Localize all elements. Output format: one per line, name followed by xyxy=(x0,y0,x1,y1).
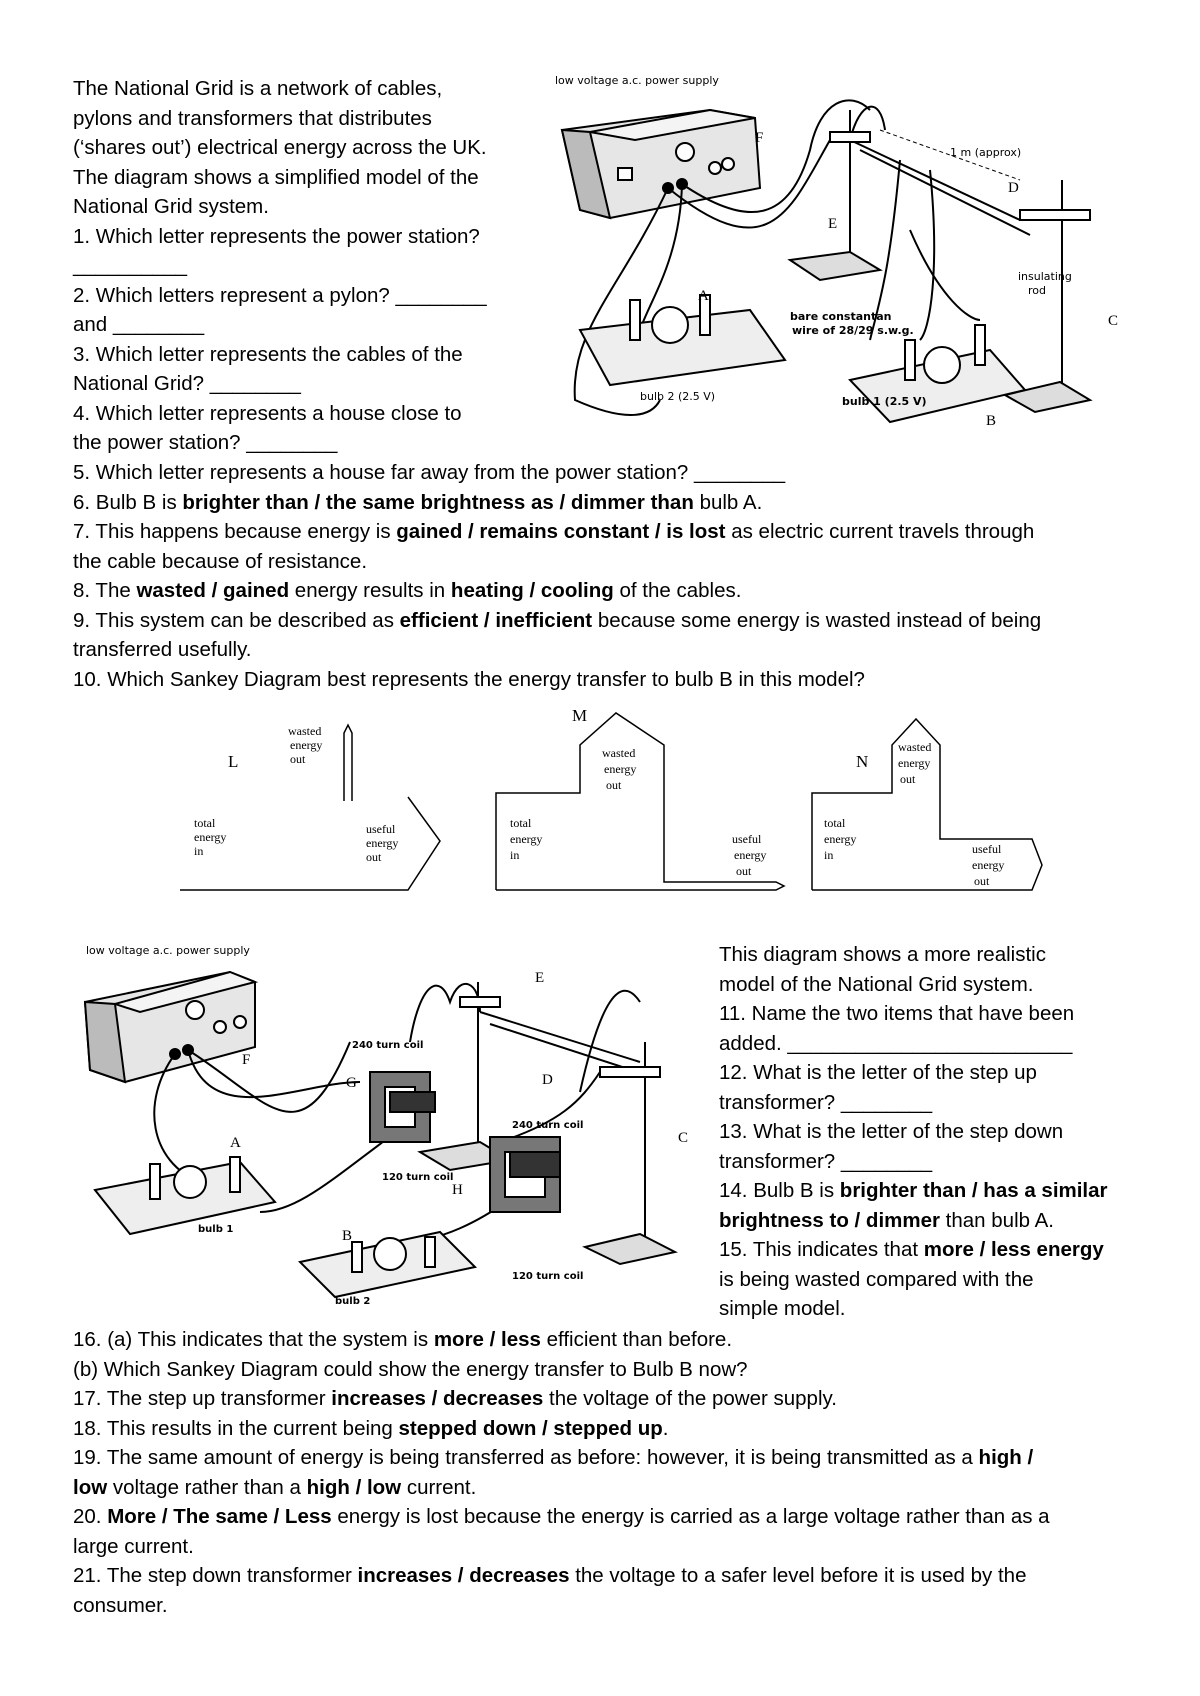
sankey-label-M: M xyxy=(572,706,588,725)
coil-120-b: 120 turn coil xyxy=(512,1271,584,1282)
svg-text:energy: energy xyxy=(824,832,857,846)
question-20: 20. More / The same / Less energy is lost because the energy is carried as a large voltage rather than as a xyxy=(73,1505,1050,1528)
question-1: 1. Which letter represents the power station? xyxy=(73,224,480,248)
label-C: C xyxy=(1108,313,1119,329)
power-supply-2 xyxy=(85,972,255,1082)
questions-5-10 xyxy=(73,458,1041,694)
question-2-cont: and ________ xyxy=(73,313,205,336)
option-q6[interactable]: brighter than / the same brightness as / dimmer than xyxy=(182,490,694,514)
bulb1-label-2: bulb 1 xyxy=(198,1224,234,1235)
label2-F: F xyxy=(242,1052,251,1068)
svg-text:total: total xyxy=(510,816,532,830)
svg-text:out: out xyxy=(606,778,622,792)
diagram2-title: low voltage a.c. power supply xyxy=(86,944,250,957)
intro-line: National Grid system. xyxy=(73,195,269,218)
svg-text:energy: energy xyxy=(366,836,399,850)
questions-16-21 xyxy=(73,1325,1050,1620)
question-14-cont: brightness to / dimmer than bulb A. xyxy=(719,1208,1054,1232)
label2-C: C xyxy=(678,1130,689,1146)
svg-text:energy: energy xyxy=(290,738,323,752)
insulating-label-2: rod xyxy=(1028,284,1046,297)
sankey-L xyxy=(180,724,440,890)
svg-text:in: in xyxy=(194,844,204,858)
option-q15[interactable]: more / less energy xyxy=(923,1238,1104,1261)
svg-text:energy: energy xyxy=(972,858,1005,872)
option-q21[interactable]: increases / decreases xyxy=(357,1564,570,1587)
svg-text:out: out xyxy=(900,772,916,786)
svg-text:in: in xyxy=(510,848,520,862)
svg-text:out: out xyxy=(736,864,752,878)
question-19-cont: low voltage rather than a high / low current. xyxy=(73,1475,477,1499)
bulb2-label: bulb 2 (2.5 V) xyxy=(640,390,716,403)
question-11: 11. Name the two items that have been xyxy=(719,1002,1075,1025)
right-column-text xyxy=(719,940,1108,1324)
bulb1-label: bulb 1 (2.5 V) xyxy=(842,395,927,408)
sankey-label-N: N xyxy=(856,752,869,771)
question-15: 15. This indicates that more / less energy xyxy=(719,1238,1104,1261)
svg-text:useful: useful xyxy=(972,842,1002,856)
question-17: 17. The step up transformer increases / decreases the voltage of the power supply. xyxy=(73,1387,837,1410)
question-16b: (b) Which Sankey Diagram could show the energy transfer to Bulb B now? xyxy=(73,1357,748,1381)
option-q17[interactable]: increases / decreases xyxy=(331,1387,544,1410)
svg-text:out: out xyxy=(290,752,306,766)
option-q14b[interactable]: brightness to / dimmer xyxy=(719,1208,940,1232)
label2-H: H xyxy=(452,1182,463,1198)
option-q7[interactable]: gained / remains constant / is lost xyxy=(396,520,726,543)
label-F: F xyxy=(755,130,764,146)
question-16a: 16. (a) This indicates that the system is more / less efficient than before. xyxy=(73,1328,733,1351)
question-2: 2. Which letters represent a pylon? ________ xyxy=(73,283,487,307)
question-8: 8. The wasted / gained energy results in heating / cooling of the cables. xyxy=(73,579,742,602)
coil-120-a: 120 turn coil xyxy=(382,1172,454,1183)
option-q20[interactable]: More / The same / Less xyxy=(107,1505,332,1528)
sankey-N xyxy=(812,719,1042,890)
option-q8a[interactable]: wasted / gained xyxy=(136,579,290,602)
question-9: 9. This system can be described as efficient / inefficient because some energy is wasted instead of being xyxy=(73,608,1042,632)
question-15-cont: is being wasted compared with the xyxy=(719,1267,1034,1291)
svg-text:wasted: wasted xyxy=(602,746,636,760)
right-line: model of the National Grid system. xyxy=(719,972,1034,996)
question-4: 4. Which letter represents a house close to xyxy=(73,401,462,425)
intro-line: The National Grid is a network of cables, xyxy=(73,77,443,100)
diagram1-title: low voltage a.c. power supply xyxy=(555,74,719,87)
question-7: 7. This happens because energy is gained / remains constant / is lost as electric current travels through xyxy=(73,520,1035,543)
option-q19c[interactable]: high / low xyxy=(306,1475,402,1499)
intro-line: The diagram shows a simplified model of the xyxy=(73,165,479,189)
svg-text:energy: energy xyxy=(898,756,931,770)
insulating-label: insulating xyxy=(1018,270,1072,283)
bulb-A-board xyxy=(580,295,785,385)
svg-text:in: in xyxy=(824,848,834,862)
label2-D: D xyxy=(542,1072,553,1088)
coil-240-b: 240 turn coil xyxy=(512,1120,584,1131)
simple-model-diagram xyxy=(550,70,1120,435)
label2-G: G xyxy=(346,1075,357,1091)
label-D: D xyxy=(1008,180,1019,196)
option-q16[interactable]: more / less xyxy=(433,1328,541,1351)
question-4-cont: the power station? ________ xyxy=(73,431,338,454)
stand-C xyxy=(1005,180,1090,412)
svg-text:useful: useful xyxy=(366,822,396,836)
transformer-G xyxy=(370,1072,435,1142)
question-6: 6. Bulb B is brighter than / the same brightness as / dimmer than bulb A. xyxy=(73,490,763,514)
question-5: 5. Which letter represents a house far away from the power station? ________ xyxy=(73,461,786,484)
question-12-cont: transformer? ________ xyxy=(719,1090,933,1114)
svg-text:energy: energy xyxy=(734,848,767,862)
question-14: 14. Bulb B is brighter than / has a similar xyxy=(719,1179,1108,1202)
svg-text:wasted: wasted xyxy=(898,740,932,754)
question-21-cont: consumer. xyxy=(73,1593,168,1617)
svg-text:out: out xyxy=(366,850,382,864)
label2-E: E xyxy=(535,970,545,986)
question-13-cont: transformer? ________ xyxy=(719,1149,933,1173)
question-12: 12. What is the letter of the step up xyxy=(719,1061,1037,1084)
option-q8b[interactable]: heating / cooling xyxy=(450,579,614,602)
distance-label: 1 m (approx) xyxy=(950,146,1022,159)
label-B: B xyxy=(986,413,997,429)
label2-B: B xyxy=(342,1228,353,1244)
sankey-label-L: L xyxy=(228,752,239,771)
stand-E xyxy=(790,110,880,280)
sankey-M xyxy=(496,706,784,890)
question-7-cont: the cable because of resistance. xyxy=(73,549,368,573)
question-20-cont: large current. xyxy=(73,1534,194,1558)
option-q18[interactable]: stepped down / stepped up xyxy=(398,1416,663,1440)
realistic-model-diagram xyxy=(80,942,720,1307)
label-E: E xyxy=(828,216,838,232)
question-3: 3. Which letter represents the cables of the xyxy=(73,342,463,366)
wire-label: bare constantan xyxy=(790,310,892,323)
wire-label-2: wire of 28/29 s.w.g. xyxy=(792,324,914,337)
option-q19b[interactable]: low xyxy=(73,1475,108,1499)
question-3-cont: National Grid? ________ xyxy=(73,372,301,395)
svg-text:energy: energy xyxy=(194,830,227,844)
svg-text:out: out xyxy=(974,874,990,888)
bulb-A-board-2 xyxy=(95,1157,275,1234)
right-line: This diagram shows a more realistic xyxy=(719,943,1046,966)
coil-240-a: 240 turn coil xyxy=(352,1040,424,1051)
svg-text:energy: energy xyxy=(604,762,637,776)
bulb2-label-2: bulb 2 xyxy=(335,1296,371,1307)
transformer-H xyxy=(490,1137,560,1212)
question-18: 18. This results in the current being stepped down / stepped up. xyxy=(73,1416,669,1440)
option-q9[interactable]: efficient / inefficient xyxy=(399,608,593,632)
sankey-diagrams xyxy=(180,705,1040,895)
svg-text:total: total xyxy=(824,816,846,830)
question-15-cont2: simple model. xyxy=(719,1297,846,1320)
question-13: 13. What is the letter of the step down xyxy=(719,1120,1064,1143)
bulb-B-board-2 xyxy=(300,1232,475,1297)
option-q14a[interactable]: brighter than / has a similar xyxy=(839,1179,1108,1202)
label-A: A xyxy=(698,288,709,304)
svg-text:useful: useful xyxy=(732,832,762,846)
intro-line: pylons and transformers that distributes xyxy=(73,106,432,130)
svg-text:energy: energy xyxy=(510,832,543,846)
answer-blank-1[interactable]: __________ xyxy=(73,254,188,277)
question-21: 21. The step down transformer increases / decreases the voltage to a safer level before it is used by the xyxy=(73,1564,1027,1587)
intro-text xyxy=(73,74,487,458)
question-19: 19. The same amount of energy is being transferred as before: however, it is being transmitted as a high / xyxy=(73,1446,1034,1469)
label2-A: A xyxy=(230,1135,241,1151)
question-10: 10. Which Sankey Diagram best represents the energy transfer to bulb B in this model? xyxy=(73,667,865,691)
svg-text:total: total xyxy=(194,816,216,830)
question-11-cont: added. _________________________ xyxy=(719,1031,1073,1055)
intro-line: (‘shares out’) electrical energy across the UK. xyxy=(73,136,487,159)
svg-text:wasted: wasted xyxy=(288,724,322,738)
question-9-cont: transferred usefully. xyxy=(73,638,252,661)
option-q19a[interactable]: high / xyxy=(978,1446,1034,1469)
